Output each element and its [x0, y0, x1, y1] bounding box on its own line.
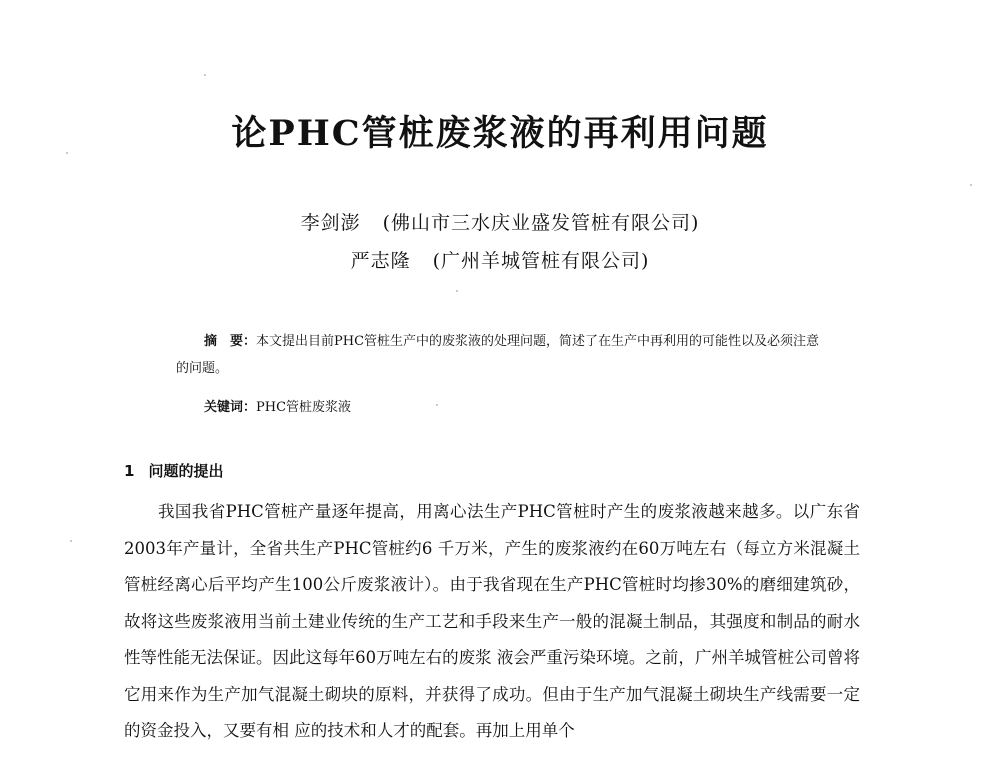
author-line-2 [0, 246, 1000, 273]
section-title: 问题的提出 [148, 462, 224, 480]
keywords-text: PHC管桩废浆液 [256, 400, 352, 415]
section-heading [124, 460, 223, 481]
author-affiliation: (广州羊城管桩有限公司) [432, 250, 650, 272]
scan-speck [66, 152, 68, 154]
paper-title: 论PHC管桩废浆液的再利用问题 [231, 113, 769, 154]
section-number: 1 [124, 462, 135, 480]
abstract-label: 摘 要： [204, 334, 257, 349]
scan-speck [436, 404, 438, 406]
author-affiliation: (佛山市三水庆业盛发管桩有限公司) [382, 212, 700, 234]
scan-speck [204, 74, 206, 76]
scan-speck [970, 184, 972, 186]
body-paragraph: 我国我省PHC管桩产量逐年提高，用离心法生产PHC管桩时产生的废浆液越来越多。以广东省2003年产量计，全省共生产PHC管桩约6 千万米，产生的废浆液约在60万吨左右（每立方米混凝土管桩经离心后平均产生100公斤废浆液计）。由于我省现在生产PHC管桩时均掺30%的磨细建筑砂，故将这些废浆液用当前土建业传统的生产工艺和手段来生产一般的混凝土制品，其强度和制品的耐水性等性能无法保证。因此这每年60万吨左右的废浆 液会严重污染环境。之前，广州羊城管桩公司曾将它用来作为生产加气混凝土砌块的原料，并获得了成功。但由于生产加气混凝土砌块生产线需要一定的资金投入，又要有相 应的技术和人才的配套。再加上用单个 [124, 502, 860, 740]
abstract-text: 本文提出目前PHC管桩生产中的废浆液的处理问题，简述了在生产中再利用的可能性以及必须注意的问题。 [176, 334, 820, 376]
author-name: 李剑澎 [300, 212, 361, 234]
author-line-1 [0, 208, 1000, 235]
keywords-label: 关键词： [204, 400, 257, 415]
abstract [176, 328, 826, 382]
author-name: 严志隆 [350, 250, 411, 272]
keywords [204, 396, 351, 415]
scan-speck [70, 540, 72, 542]
scan-speck [456, 290, 458, 292]
